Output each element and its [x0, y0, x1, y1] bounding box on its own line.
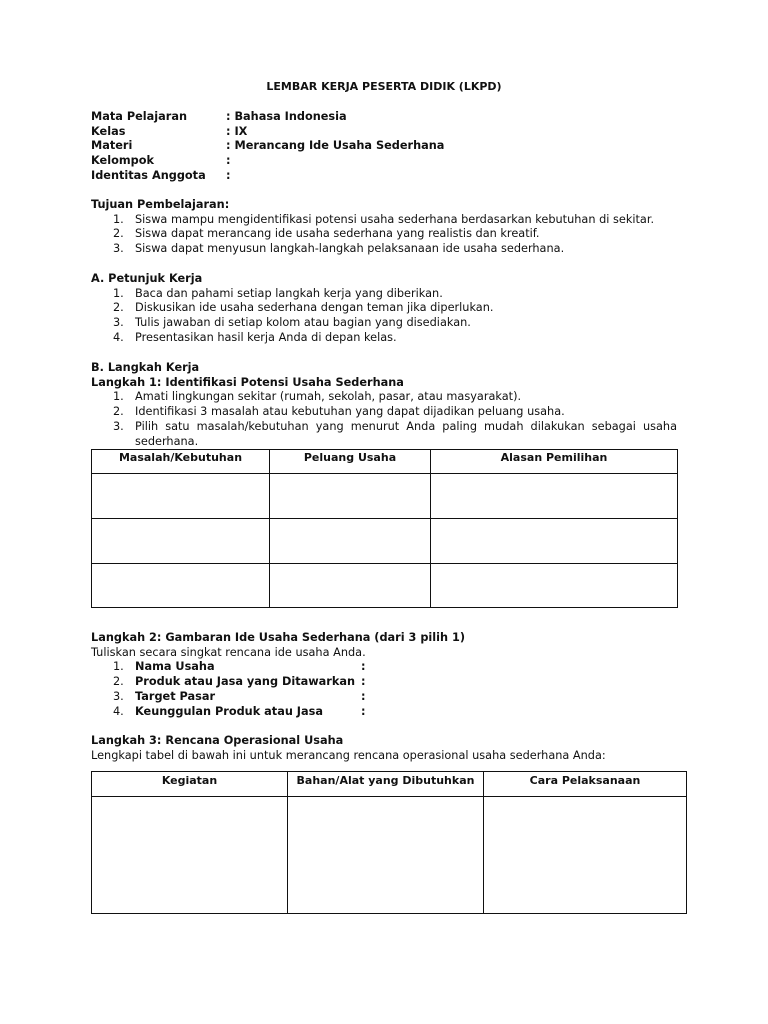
- identity-value: : Bahasa Indonesia: [226, 110, 347, 123]
- table-cell[interactable]: [431, 474, 678, 519]
- list-item: 3. Siswa dapat menyusun langkah-langkah pelaksanaan ide usaha sederhana.: [113, 242, 565, 256]
- identity-row-subject: [91, 110, 444, 125]
- table-row: [92, 564, 678, 608]
- work-steps-heading: B. Langkah Kerja: [91, 361, 200, 374]
- table-row: [92, 519, 678, 564]
- objectives-heading: Tujuan Pembelajaran:: [91, 198, 230, 211]
- step3-table: [91, 771, 687, 914]
- column-header: Masalah/Kebutuhan: [92, 450, 270, 474]
- table-cell[interactable]: [484, 797, 687, 914]
- column-header: Peluang Usaha: [270, 450, 431, 474]
- table-cell[interactable]: [431, 519, 678, 564]
- identity-row-class: [91, 125, 444, 140]
- step1-list: [91, 390, 677, 449]
- identity-row-members: [91, 169, 444, 184]
- step3-heading: Langkah 3: Rencana Operasional Usaha: [91, 734, 344, 747]
- objectives-list: [91, 213, 677, 257]
- list-item: 1. Baca dan pahami setiap langkah kerja yang diberikan.: [113, 286, 443, 300]
- table-header-row: [92, 450, 678, 474]
- step2-list: [91, 660, 677, 719]
- identity-label: Identitas Anggota: [91, 168, 206, 182]
- table-row: [92, 474, 678, 519]
- list-item: 3. Tulis jawaban di setiap kolom atau bagian yang disediakan.: [113, 316, 471, 330]
- identity-label: Mata Pelajaran: [91, 110, 187, 123]
- table-cell[interactable]: [270, 564, 431, 608]
- list-item: 4. Presentasikan hasil kerja Anda di depan kelas.: [113, 330, 397, 344]
- list-item: 2. Produk atau Jasa yang Ditawarkan :: [113, 675, 366, 689]
- list-item: 2. Identifikasi 3 masalah atau kebutuhan yang dapat dijadikan peluang usaha.: [113, 405, 565, 419]
- table-cell[interactable]: [92, 797, 288, 914]
- table-cell[interactable]: [288, 797, 484, 914]
- column-header: Bahan/Alat yang Dibutuhkan: [288, 772, 484, 797]
- identity-value: :: [226, 168, 231, 182]
- column-header: Cara Pelaksanaan: [484, 772, 687, 797]
- list-item: 1. Nama Usaha :: [113, 660, 366, 674]
- objectives-section: [91, 198, 677, 257]
- list-item: 1. Siswa mampu mengidentifikasi potensi usaha sederhana berdasarkan kebutuhan di sekitar.: [113, 212, 655, 226]
- instructions-list: [91, 287, 677, 346]
- identity-block: [91, 110, 444, 183]
- list-item: 1. Amati lingkungan sekitar (rumah, sekolah, pasar, atau masyarakat).: [113, 390, 522, 404]
- identity-row-material: [91, 139, 444, 154]
- identity-value: : IX: [226, 124, 248, 138]
- identity-value: : Merancang Ide Usaha Sederhana: [226, 139, 445, 153]
- step1-table: [91, 449, 678, 608]
- identity-label: Kelompok: [91, 154, 154, 168]
- list-item: 4. Keunggulan Produk atau Jasa :: [113, 704, 366, 718]
- step2-section: [91, 631, 677, 719]
- identity-value: :: [226, 154, 231, 168]
- table-cell[interactable]: [270, 474, 431, 519]
- instructions-heading: A. Petunjuk Kerja: [91, 272, 203, 285]
- step3-section: [91, 734, 691, 763]
- page-title: LEMBAR KERJA PESERTA DIDIK (LKPD): [266, 80, 502, 93]
- column-header: Kegiatan: [92, 772, 288, 797]
- step3-intro: Lengkapi tabel di bawah ini untuk merancang rencana operasional usaha sederhana Anda:: [91, 748, 606, 762]
- list-item: 3. Target Pasar :: [113, 689, 366, 703]
- table-header-row: [92, 772, 687, 797]
- list-item: 3. Pilih satu masalah/kebutuhan yang menurut Anda paling mudah dilakukan sebagai usaha sederhana.: [113, 419, 677, 448]
- table-cell[interactable]: [92, 564, 270, 608]
- identity-label: Kelas: [91, 124, 126, 138]
- table-cell[interactable]: [92, 474, 270, 519]
- work-steps-section: [91, 361, 677, 449]
- column-header: Alasan Pemilihan: [431, 450, 678, 474]
- table-cell[interactable]: [431, 564, 678, 608]
- table-cell[interactable]: [92, 519, 270, 564]
- list-item: 2. Siswa dapat merancang ide usaha sederhana yang realistis dan kreatif.: [113, 227, 540, 241]
- identity-label: Materi: [91, 139, 133, 153]
- step2-intro: Tuliskan secara singkat rencana ide usaha Anda.: [91, 645, 366, 659]
- list-item: 2. Diskusikan ide usaha sederhana dengan teman jika diperlukan.: [113, 301, 494, 315]
- table-cell[interactable]: [270, 519, 431, 564]
- table-row: [92, 797, 687, 914]
- instructions-section: [91, 272, 677, 346]
- step2-heading: Langkah 2: Gambaran Ide Usaha Sederhana (dari 3 pilih 1): [91, 631, 466, 644]
- step1-heading: Langkah 1: Identifikasi Potensi Usaha Sederhana: [91, 375, 404, 389]
- identity-row-group: [91, 154, 444, 169]
